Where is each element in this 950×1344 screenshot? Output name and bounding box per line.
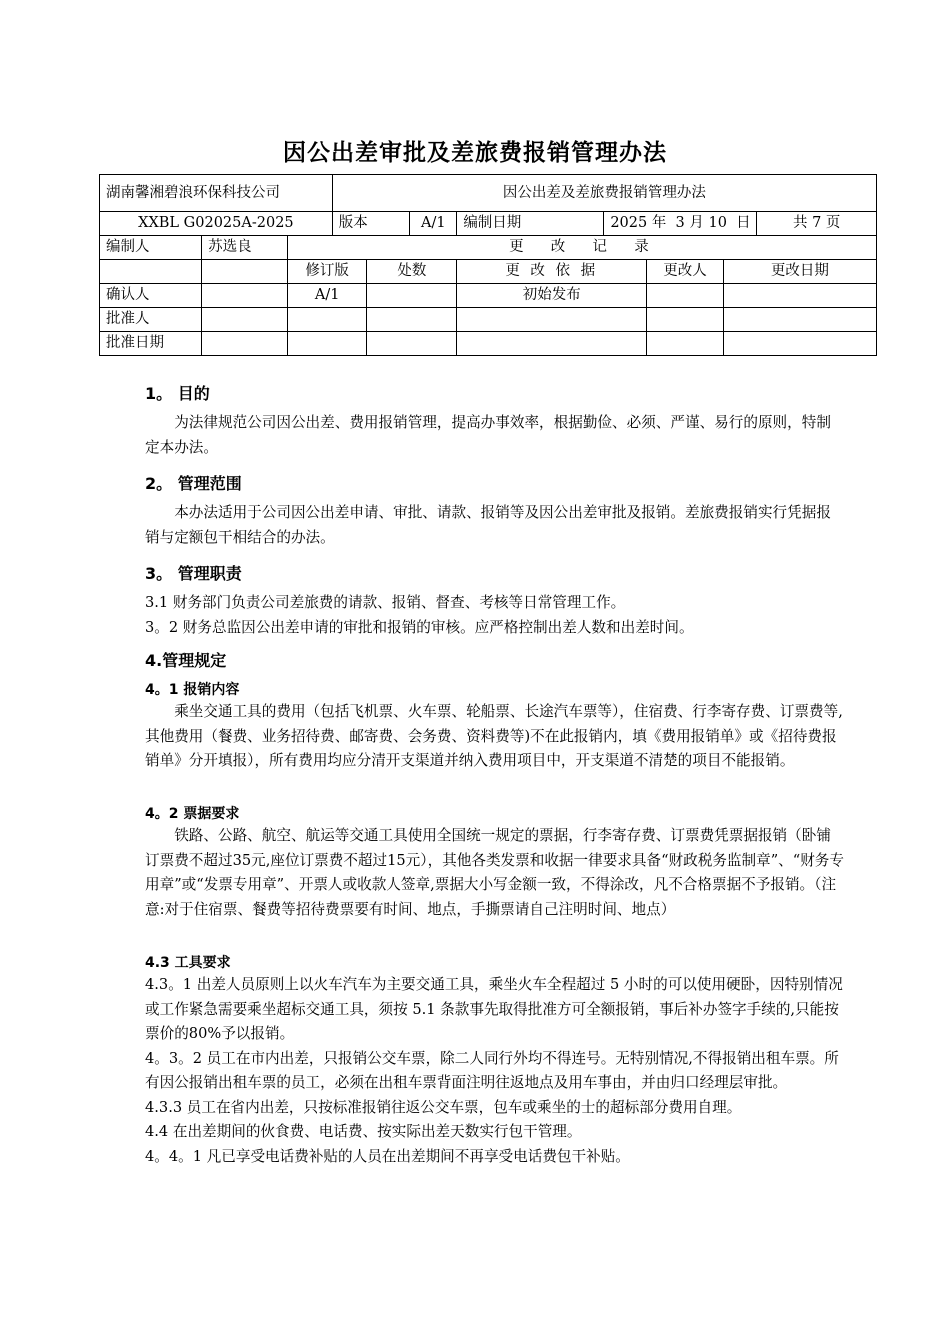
col-changer: 更改人 <box>647 260 724 284</box>
section-heading: 1。 目的 <box>145 384 210 403</box>
empty-cell <box>367 284 457 308</box>
row-basis: 初始发布 <box>457 284 647 308</box>
section-heading: 4.管理规定 <box>145 651 227 670</box>
empty-cell <box>723 332 876 356</box>
paragraph: 3.1 财务部门负责公司差旅费的请款、报销、督查、考核等日常管理工作。 <box>145 594 626 611</box>
empty-cell <box>457 332 647 356</box>
confirm-label: 确认人 <box>100 284 202 308</box>
compile-date: 2025 年 3 月 10 日 <box>604 212 757 236</box>
paragraph: 3。2 财务总监因公出差申请的审批和报销的审核。应严格控制出差人数和出差时间。 <box>145 618 694 636</box>
paragraph: 为法律规范公司因公出差、费用报销管理，提高办事效率，根据勤俭、必须、严谨、易行的原则，特制定本办法。 <box>145 414 831 456</box>
paragraph: 4。3。2 员工在市内出差，只报销公交车票，除二人同行外均不得连号。无特别情况,不得报销出租车票。所有因公报销出租车票的员工，必须在出租车票背面注明往返地点及用车事由，并由归口经理层审批。 <box>145 1049 839 1091</box>
empty-cell <box>100 260 202 284</box>
subsection-heading: 4.3 工具要求 <box>145 955 231 971</box>
document-header-table <box>99 174 877 356</box>
company-name: 湖南馨湘碧浪环保科技公司 <box>100 175 333 212</box>
section-body <box>145 973 845 1169</box>
section-body <box>145 501 845 550</box>
empty-cell <box>287 332 367 356</box>
col-change-date: 更改日期 <box>723 260 876 284</box>
approver-label: 批准人 <box>100 308 202 332</box>
editor-name: 苏选良 <box>202 236 288 260</box>
paragraph: 4。4。1 凡已享受电话费补贴的人员在出差期间不再享受电话费包干补贴。 <box>145 1147 630 1165</box>
empty-cell <box>367 308 457 332</box>
approve-date-label: 批准日期 <box>100 332 202 356</box>
empty-cell <box>647 308 724 332</box>
compile-date-label: 编制日期 <box>457 212 604 236</box>
empty-cell <box>723 308 876 332</box>
empty-cell <box>723 284 876 308</box>
empty-cell <box>202 308 288 332</box>
doc-code: XXBL G02025A-2025 <box>100 212 333 236</box>
subsection-heading: 4。2 票据要求 <box>145 806 240 822</box>
page-count: 共 7 页 <box>757 212 877 236</box>
empty-cell <box>202 332 288 356</box>
version-label: 版本 <box>332 212 410 236</box>
empty-cell <box>367 332 457 356</box>
paragraph: 乘坐交通工具的费用（包括飞机票、火车票、轮船票、长途汽车票等），住宿费、行李寄存费、订票费等,其他费用（餐费、业务招待费、邮寄费、会务费、资料费等)不在此报销内，填《费用报销单》或《招待费报销单》分开填报），所有费用均应分清开支渠道并纳入费用项目中，开支渠道不清楚的项目不能报销。 <box>145 703 843 769</box>
empty-cell <box>202 284 288 308</box>
section-body <box>145 591 845 640</box>
paragraph: 4.4 在出差期间的伙食费、电话费、按实际出差天数实行包干管理。 <box>145 1123 582 1140</box>
row-revision: A/1 <box>287 284 367 308</box>
section-body <box>145 411 845 460</box>
change-record-heading: 更 改 记 录 <box>287 236 876 260</box>
col-place: 处数 <box>367 260 457 284</box>
document-title: 因公出差审批及差旅费报销管理办法 <box>283 140 667 166</box>
section-heading: 2。 管理范围 <box>145 474 242 493</box>
empty-cell <box>457 308 647 332</box>
paragraph: 铁路、公路、航空、航运等交通工具使用全国统一规定的票据，行李寄存费、订票费凭票据报销（卧铺订票费不超过35元,座位订票费不超过15元），其他各类发票和收据一律要求具备“财政税务监制章”、“财务专用章”或“发票专用章”、开票人或收款人签章,票据大小写金额一致，不得涂改，凡不合格票据不予报销。（注意:对于住宿票、餐费等招待费票要有时间、地点，手撕票请自己注明时间、地点） <box>145 827 844 918</box>
paragraph: 本办法适用于公司因公出差申请、审批、请款、报销等及因公出差审批及报销。差旅费报销实行凭据报销与定额包干相结合的办法。 <box>145 504 831 546</box>
version-value: A/1 <box>410 212 457 236</box>
col-revision: 修订版 <box>287 260 367 284</box>
empty-cell <box>287 308 367 332</box>
doc-title-cell: 因公出差及差旅费报销管理办法 <box>332 175 876 212</box>
subsection-heading: 4。1 报销内容 <box>145 682 240 698</box>
section-body <box>145 700 845 774</box>
col-basis: 更 改 依 据 <box>457 260 647 284</box>
paragraph: 4.3.3 员工在省内出差，只按标准报销往返公交车票，包车或乘坐的士的超标部分费用自理。 <box>145 1098 742 1116</box>
empty-cell <box>647 284 724 308</box>
empty-cell <box>202 260 288 284</box>
section-body <box>145 824 845 922</box>
empty-cell <box>647 332 724 356</box>
paragraph: 4.3。1 出差人员原则上以火车汽车为主要交通工具，乘坐火车全程超过 5 小时的可以使用硬卧，因特别情况或工作紧急需要乘坐超标交通工具，须按 5.1 条款事先取得批准方可全额报销，事后补办签字手续的,只能按票价的80%予以报销。 <box>145 976 843 1042</box>
section-heading: 3。 管理职责 <box>145 564 242 583</box>
editor-label: 编制人 <box>100 236 202 260</box>
